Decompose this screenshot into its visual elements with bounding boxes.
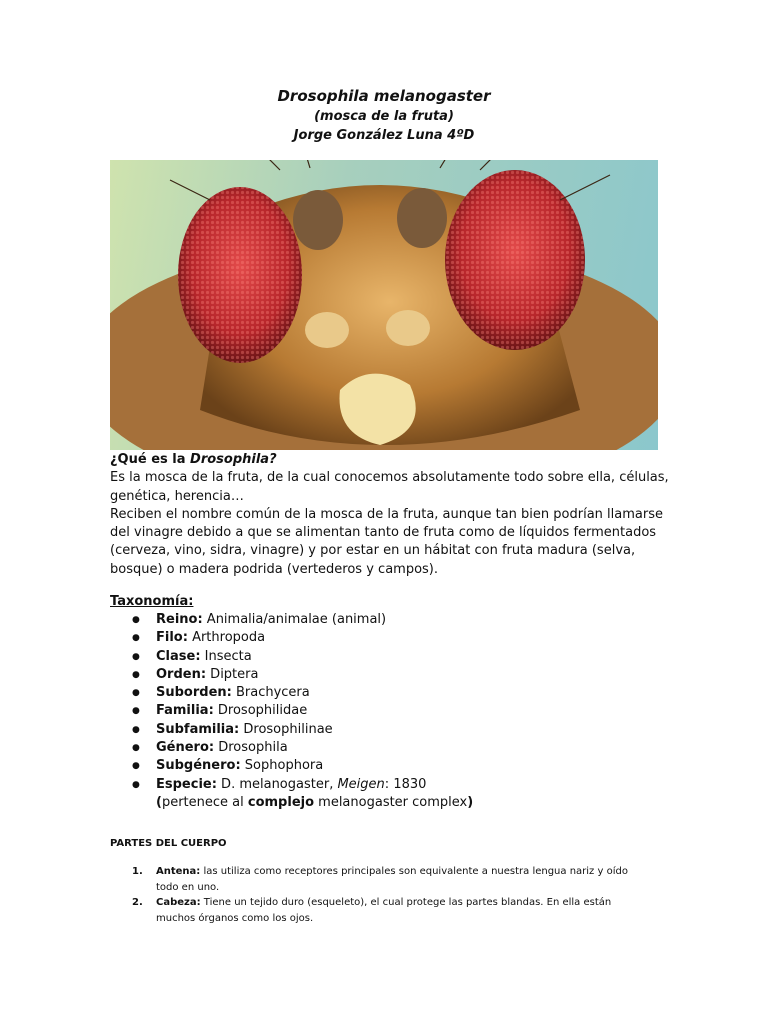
author-line: Jorge González Luna 4ºD	[293, 128, 475, 143]
bullet-icon: ●	[132, 761, 140, 772]
body-parts-list	[110, 864, 650, 926]
question-prefix: ¿Qué es la	[110, 452, 191, 467]
body-part-item	[110, 895, 650, 926]
taxonomy-item	[110, 666, 670, 684]
right-antenna	[386, 310, 430, 346]
bullet-icon: ●	[132, 688, 140, 699]
body-part-text: Tiene un tejido duro (esqueleto), el cual protege las partes blandas. En ella están muchos órganos como los ojos.	[156, 897, 612, 924]
species-author: Meigen	[337, 776, 385, 792]
left-antenna	[305, 312, 349, 348]
body-part-label: Antena:	[156, 866, 201, 877]
taxonomy-label: Reino:	[156, 612, 203, 627]
body-part-item	[110, 864, 650, 895]
taxonomy-value: Animalia/animalae (animal)	[202, 612, 387, 627]
bullet-icon: ●	[132, 724, 140, 735]
taxonomy-value: Drosophilidae	[213, 703, 308, 719]
species-note-close: )	[467, 794, 474, 810]
fruit-fly-head-illustration	[110, 160, 658, 450]
bullet-icon: ●	[132, 615, 140, 625]
taxonomy-label: Especie:	[156, 776, 217, 792]
species-year-sep: :	[384, 776, 394, 792]
title-block	[0, 86, 768, 145]
taxonomy-item	[110, 684, 670, 702]
item-number: 1.	[132, 866, 143, 877]
bullet-icon: ●	[132, 669, 140, 680]
taxonomy-value: Drosophilinae	[239, 721, 333, 737]
body-part-text: las utiliza como receptores principales son equivalente a nuestra lengua nariz y oído todo en uno.	[156, 866, 628, 893]
taxonomy-heading: Taxonomía:	[110, 594, 194, 609]
species-year: 1830	[393, 776, 427, 792]
taxonomy-item-species	[110, 776, 670, 813]
species-note-open: (	[156, 794, 162, 810]
taxonomy-label: Filo:	[156, 630, 188, 646]
taxonomy-item	[110, 757, 670, 775]
bullet-icon: ●	[132, 706, 140, 717]
taxonomy-value: Brachycera	[231, 685, 310, 701]
intro-question	[110, 451, 670, 469]
right-antenna-base	[397, 188, 447, 248]
item-number: 2.	[132, 897, 143, 908]
species-note-bold: complejo	[247, 794, 315, 810]
species-value: D. melanogaster,	[216, 776, 338, 792]
taxonomy-label: Suborden:	[156, 685, 232, 701]
taxonomy-label: Subgénero:	[156, 758, 241, 774]
taxonomy-item	[110, 702, 670, 720]
taxonomy-item	[110, 721, 670, 739]
taxonomy-value: Arthropoda	[187, 630, 266, 646]
taxonomy-value: Drosophila	[214, 740, 288, 756]
page-title: Drosophila melanogaster	[277, 87, 491, 105]
taxonomy-list	[110, 611, 670, 812]
taxonomy-value: Sophophora	[240, 758, 324, 774]
taxonomy-value: Insecta	[200, 648, 252, 664]
taxonomy-label: Subfamilia:	[156, 721, 240, 737]
taxonomy-label: Género:	[156, 740, 215, 756]
bullet-icon: ●	[132, 743, 140, 754]
page-subtitle: (mosca de la fruta)	[314, 109, 454, 124]
taxonomy-item	[110, 611, 670, 629]
question-italic: Drosophila?	[190, 452, 277, 467]
taxonomy-label: Familia:	[156, 703, 214, 719]
taxonomy-label: Clase:	[156, 648, 201, 664]
species-note-post: melanogaster complex	[314, 794, 468, 810]
fruit-fly-photo	[110, 160, 658, 450]
taxonomy-item	[110, 648, 670, 666]
left-eye-facets	[178, 187, 302, 363]
taxonomy-label: Orden:	[156, 666, 207, 682]
species-note-pre: pertenece al	[161, 794, 248, 810]
intro-section	[110, 451, 670, 579]
intro-paragraph-2: Reciben el nombre común de la mosca de la fruta, aunque tan bien podrían llamarse del vinagre debido a que se alimentan tanto de fruta como de líquidos fermentados (cerveza, vino, sidra, vinagre) y por estar en un hábitat con fruta madura (selva, bosque) o madera podrida (vertederos y campos).	[110, 506, 663, 577]
body-parts-heading: PARTES DEL CUERPO	[110, 838, 227, 849]
right-eye-facets	[445, 170, 585, 350]
taxonomy-value: Diptera	[206, 666, 259, 682]
bullet-icon: ●	[132, 633, 140, 644]
taxonomy-item	[110, 629, 670, 647]
body-part-label: Cabeza:	[156, 897, 201, 908]
left-antenna-base	[293, 190, 343, 250]
bullet-icon: ●	[132, 779, 140, 790]
intro-paragraph-1: Es la mosca de la fruta, de la cual conocemos absolutamente todo sobre ella, células, genética, herencia…	[110, 470, 669, 504]
taxonomy-item	[110, 739, 670, 757]
bullet-icon: ●	[132, 651, 140, 662]
